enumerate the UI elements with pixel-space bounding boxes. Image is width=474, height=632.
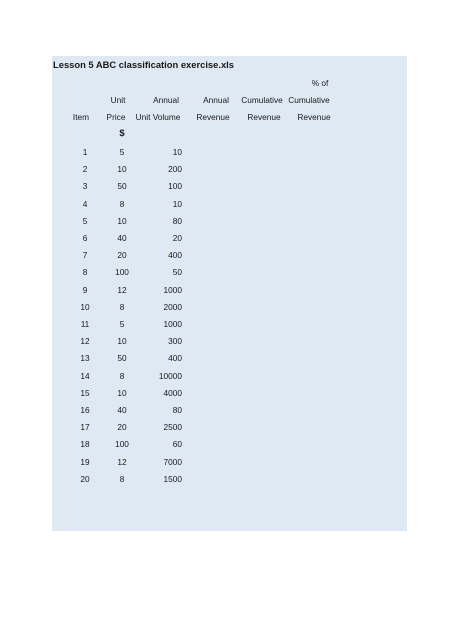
- row-annual-unit-volume: 300: [168, 336, 182, 347]
- row-item-number: 16: [80, 405, 90, 415]
- row-item-number: 20: [80, 473, 90, 484]
- row-item-number: 19: [80, 456, 90, 467]
- row-annual-unit-volume: 10000: [158, 370, 182, 381]
- row-item-number: 3: [82, 181, 88, 192]
- row-item-number: 9: [82, 284, 88, 295]
- row-item-number: 10: [80, 301, 90, 312]
- row-unit-price: 40: [117, 405, 127, 415]
- row-item-number: 17: [80, 422, 90, 433]
- header-revenue-line1: Annual: [203, 95, 229, 105]
- row-annual-unit-volume: 2000: [163, 301, 182, 312]
- row-annual-unit-volume: 200: [168, 164, 182, 175]
- row-unit-price: 10: [117, 164, 127, 175]
- row-annual-unit-volume: 80: [172, 405, 182, 415]
- header-unit-price-line1: Unit: [110, 95, 126, 105]
- row-annual-unit-volume: 1000: [163, 284, 182, 295]
- row-unit-price: 40: [117, 233, 127, 243]
- row-unit-price: 5: [119, 319, 125, 329]
- currency-symbol: $: [119, 128, 125, 139]
- row-item-number: 11: [80, 319, 90, 329]
- row-unit-price: 10: [117, 387, 127, 398]
- header-pct-line2: Cumulative: [288, 95, 330, 105]
- row-annual-unit-volume: 80: [172, 215, 182, 226]
- row-annual-unit-volume: 1000: [163, 319, 182, 329]
- header-revenue-line2: Revenue: [196, 112, 230, 122]
- row-annual-unit-volume: 7000: [163, 456, 182, 467]
- row-unit-price: 10: [117, 215, 127, 226]
- row-unit-price: 20: [117, 250, 127, 261]
- row-unit-price: 8: [119, 198, 125, 209]
- row-annual-unit-volume: 1500: [163, 473, 182, 484]
- row-annual-unit-volume: 4000: [163, 387, 182, 398]
- row-unit-price: 20: [117, 422, 127, 433]
- row-unit-price: 100: [115, 267, 129, 278]
- row-unit-price: 50: [117, 181, 127, 192]
- row-unit-price: 8: [119, 370, 125, 381]
- row-item-number: 18: [80, 439, 90, 450]
- row-annual-unit-volume: 400: [168, 250, 182, 261]
- row-annual-unit-volume: 60: [172, 439, 182, 450]
- header-volume-line1: Annual: [153, 95, 179, 105]
- sheet-title: Lesson 5 ABC classification exercise.xls: [53, 59, 234, 70]
- row-unit-price: 10: [117, 336, 127, 347]
- row-item-number: 15: [80, 387, 90, 398]
- row-item-number: 13: [80, 353, 90, 364]
- row-item-number: 4: [82, 198, 88, 209]
- row-annual-unit-volume: 10: [172, 198, 182, 209]
- header-pct-line1: % of: [311, 78, 329, 88]
- row-unit-price: 12: [117, 456, 127, 467]
- row-item-number: 8: [82, 267, 88, 278]
- row-annual-unit-volume: 2500: [163, 422, 182, 433]
- row-item-number: 1: [82, 147, 88, 157]
- spreadsheet-area: [52, 56, 407, 531]
- row-unit-price: 8: [119, 473, 125, 484]
- header-unit-price-line2: Price: [106, 112, 126, 122]
- header-pct-line3: Revenue: [297, 112, 331, 122]
- header-volume-line2: Unit Volume: [135, 112, 181, 122]
- row-annual-unit-volume: 50: [172, 267, 182, 278]
- header-item: Item: [72, 112, 90, 122]
- row-unit-price: 100: [115, 439, 129, 450]
- header-cumulative-line1: Cumulative: [241, 95, 283, 105]
- row-unit-price: 50: [117, 353, 127, 364]
- header-cumulative-line2: Revenue: [247, 112, 281, 122]
- row-item-number: 2: [82, 164, 88, 175]
- row-item-number: 7: [82, 250, 88, 261]
- row-item-number: 14: [80, 370, 90, 381]
- row-unit-price: 8: [119, 301, 125, 312]
- row-annual-unit-volume: 100: [168, 181, 182, 192]
- row-item-number: 5: [82, 215, 88, 226]
- row-unit-price: 12: [117, 284, 127, 295]
- row-annual-unit-volume: 10: [172, 147, 182, 157]
- row-annual-unit-volume: 400: [168, 353, 182, 364]
- row-unit-price: 5: [119, 147, 125, 157]
- row-item-number: 12: [80, 336, 90, 347]
- row-annual-unit-volume: 20: [172, 233, 182, 243]
- row-item-number: 6: [82, 233, 88, 243]
